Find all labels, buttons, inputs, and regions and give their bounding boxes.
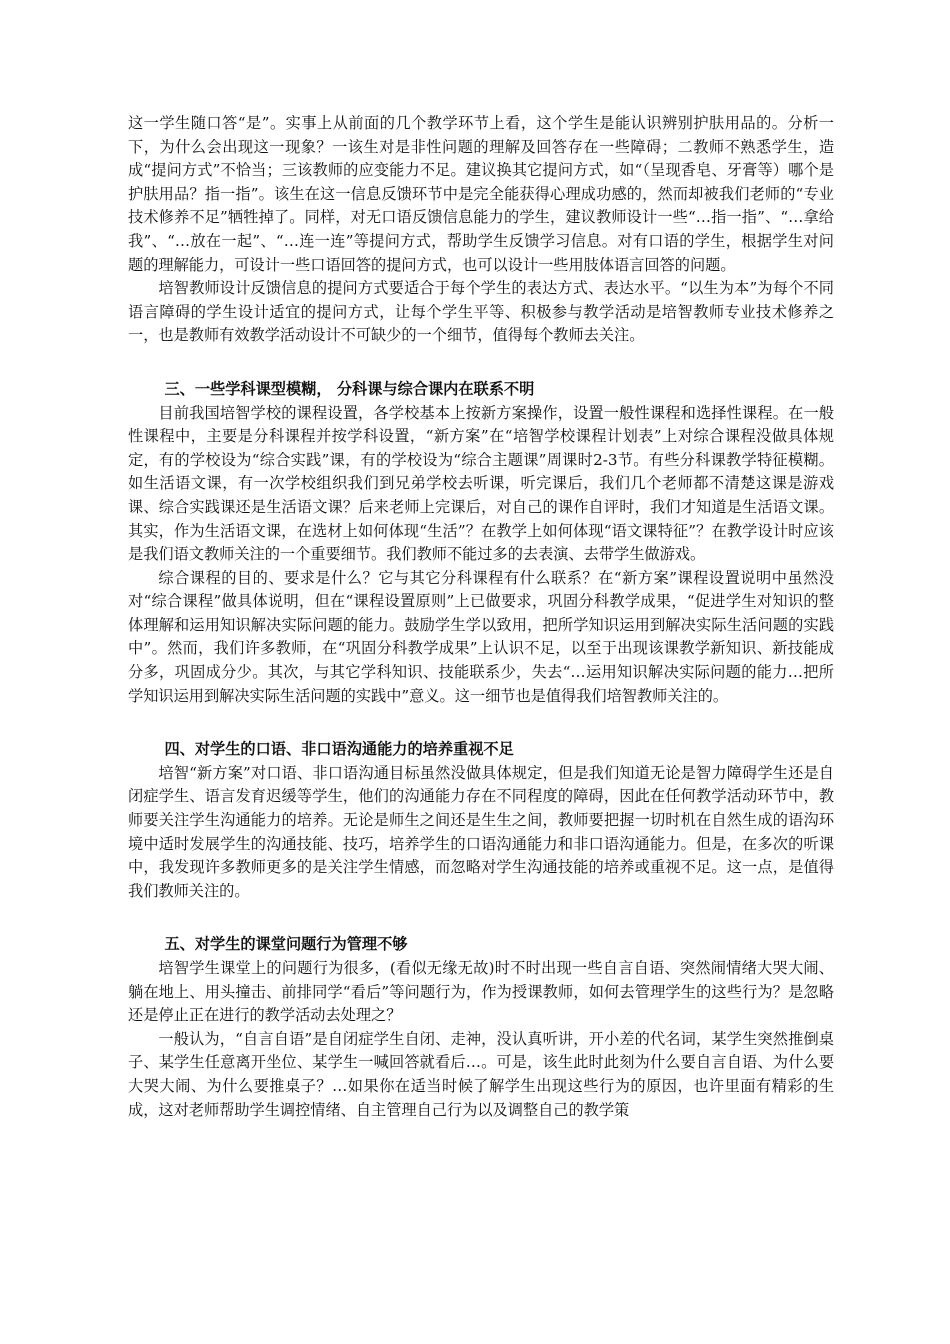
paragraph-6: 培智学生课堂上的问题行为很多，(看似无缘无故)时不时出现一些自言自语、突然闹情绪大哭大闹、躺在地上、用头撞击、前排同学“看后”等问题行为，作为授课教师，如何去管理学生的这些行为？是忽略还是停止正在进行的教学活动去处理之？	[128, 959, 834, 1025]
paragraph-5: 培智“新方案”对口语、非口语沟通目标虽然没做具体规定，但是我们知道无论是智力障碍学生还是自闭症学生、语言发育迟缓等学生，他们的沟通能力存在不同程度的障碍，因此在任何教学活动环节中，教师要关注学生沟通能力的培养。无论是师生之间还是生生之间，教师要把握一切时机在自然生成的语沟环境中适时发展学生的沟通技能、技巧，培养学生的口语沟通能力和非口语沟通能力。但是，在多次的听课中，我发现许多教师更多的是关注学生情感，而忽略对学生沟通技能的培养或重视不足。这一点，是值得我们教师关注的。	[128, 763, 834, 900]
document-page	[128, 112, 834, 1122]
section-heading-3: 三、一些学科课型模糊， 分科课与综合课内在联系不明	[164, 379, 535, 398]
paragraph-3: 目前我国培智学校的课程设置，各学校基本上按新方案操作，设置一般性课程和选择性课程。在一般性课程中，主要是分科课程并按学科设置，“新方案”在“培智学校课程计划表”上对综合课程没做具体规定，有的学校设为“综合实践”课，有的学校设为“综合主题课”周课时2-3节。有些分科课教学特征模糊。如生活语文课，有一次学校组织我们到兄弟学校去听课，听完课后，我们几个老师都不清楚这课是游戏课、综合实践课还是生活语文课？后来老师上完课后，对自己的课作自评时，我们才知道是生活语文课。其实，作为生活语文课，在选材上如何体现“生活”？在教学上如何体现“语文课特征”？在教学设计时应该是我们语文教师关注的一个重要细节。我们教师不能过多的去表演、去带学生做游戏。	[128, 403, 834, 564]
section-gap	[128, 348, 834, 378]
section-heading-5: 五、对学生的课堂问题行为管理不够	[164, 935, 408, 954]
paragraph-7: 一般认为，“自言自语”是自闭症学生自闭、走神，没认真听讲，开小差的代名词，某学生突然推倒桌子、某学生任意离开坐位、某学生一喊回答就看后…。可是，该生此时此刻为什么要自言自语、为什么要大哭大闹、为什么要推桌子？…如果你在适当时候了解学生出现这些行为的原因，也许里面有精彩的生成，这对老师帮助学生调控情绪、自主管理自己行为以及调整自己的教学策	[128, 1029, 834, 1119]
section-gap	[128, 903, 834, 933]
paragraph-4: 综合课程的目的、要求是什么？它与其它分科课程有什么联系？在“新方案”课程设置说明中虽然没对“综合课程”做具体说明，但在“课程设置原则”上已做要求，巩固分科教学成果，“促进学生对知识的整体理解和运用知识解决实际问题的能力。鼓励学生学以致用，把所学知识运用到解决实际生活问题的实践中”。然而，我们许多教师，在“巩固分科教学成果”上认识不足，以至于出现该课教学新知识、新技能成分多，巩固成分少。其次，与其它学科知识、技能联系少，失去“…运用知识解决实际问题的能力…把所学知识运用到解决实际生活问题的实践中”意义。这一细节也是值得我们培智教师关注的。	[128, 568, 834, 705]
section-gap	[128, 708, 834, 738]
paragraph-2: 培智教师设计反馈信息的提问方式要适合于每个学生的表达方式、表达水平。“以生为本”为每个不同语言障碍的学生设计适宜的提问方式，让每个学生平等、积极参与教学活动是培智教师专业技术修养之一，也是教师有效教学活动设计不可缺少的一个细节，值得每个教师去关注。	[128, 279, 834, 345]
section-heading-4: 四、对学生的口语、非口语沟通能力的培养重视不足	[164, 740, 514, 759]
paragraph-1: 这一学生随口答“是”。实事上从前面的几个教学环节上看，这个学生是能认识辨别护肤用品的。分析一下，为什么会出现这一现象？一该生对是非性问题的理解及回答存在一些障碍；二教师不熟悉学生，造成“提问方式”不恰当；三该教师的应变能力不足。建议换其它提问方式，如“（呈现香皂、牙膏等）哪个是护肤用品？指一指”。该生在这一信息反馈环节中是完全能获得心理成功感的，然而却被我们老师的“专业技术修养不足”牺牲掉了。同样，对无口语反馈信息能力的学生，建议教师设计一些“…指一指”、“…拿给我”、“…放在一起”、“…连一连”等提问方式，帮助学生反馈学习信息。对有口语的学生，根据学生对问题的理解能力，可设计一些口语回答的提问方式，也可以设计一些用肢体语言回答的问题。	[128, 114, 834, 274]
